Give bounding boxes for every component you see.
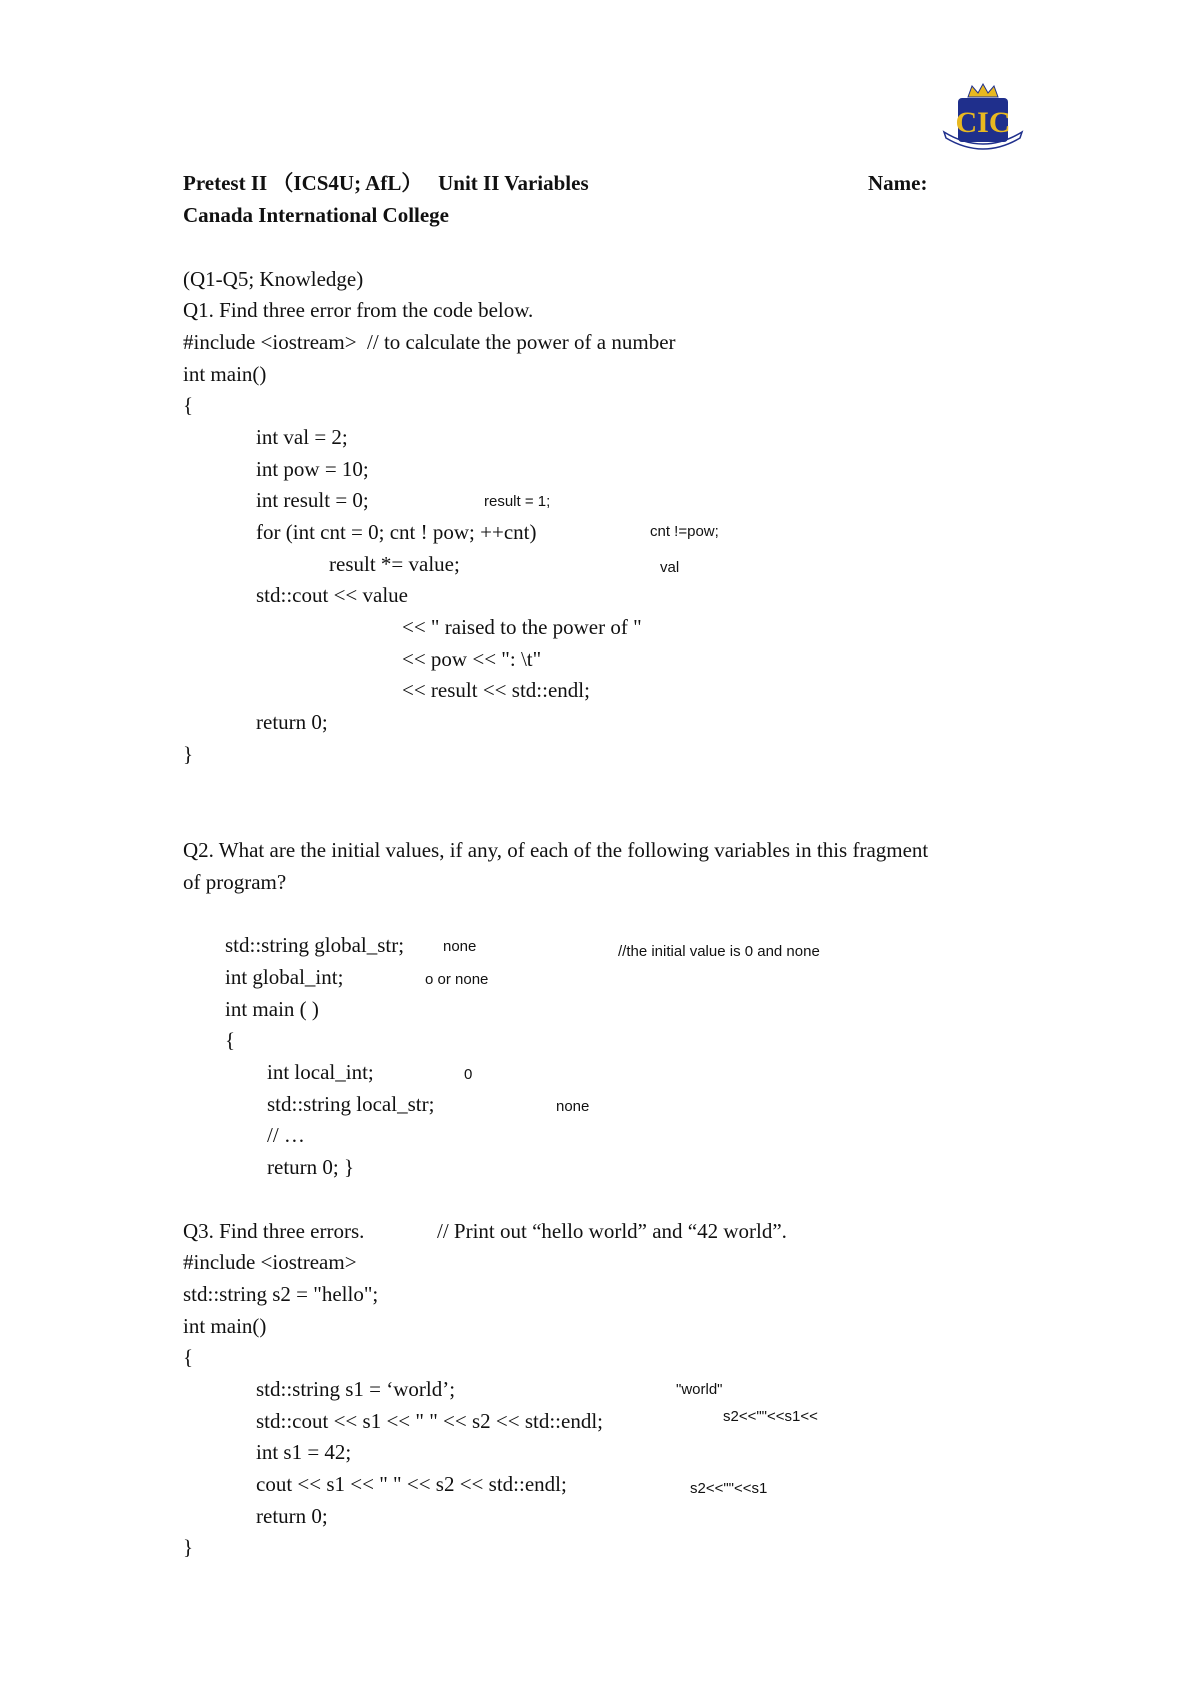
q2-prompt: of program? bbox=[183, 870, 287, 894]
q1-code-line: int pow = 10; bbox=[256, 457, 369, 481]
q2-code-line: int global_int; bbox=[225, 965, 344, 989]
logo-crown-icon bbox=[968, 84, 998, 97]
page-title: Pretest II （ICS4U; AfL） Unit II Variables bbox=[183, 171, 589, 195]
q2-answer: o or none bbox=[425, 971, 489, 988]
q1-code-line: { bbox=[183, 393, 194, 417]
q1-code-line: #include <iostream> // to calculate the power of a number bbox=[183, 330, 676, 354]
q3-code-line: return 0; bbox=[256, 1504, 328, 1528]
q1-answer: cnt !=pow; bbox=[650, 523, 719, 540]
q2-code-line: { bbox=[225, 1028, 236, 1052]
name-label: Name: bbox=[868, 171, 928, 195]
q1-prompt: Q1. Find three error from the code below. bbox=[183, 298, 534, 322]
q1-answer: result = 1; bbox=[484, 493, 551, 510]
q3-code-line: { bbox=[183, 1345, 194, 1369]
q2-code-line: int local_int; bbox=[267, 1060, 374, 1084]
q3-code-line: std::cout << s1 << " " << s2 << std::endl; bbox=[256, 1409, 603, 1433]
q3-code-line: #include <iostream> bbox=[183, 1250, 357, 1274]
logo-letters: CIC bbox=[955, 106, 1011, 139]
q2-answer: none bbox=[443, 938, 477, 955]
q2-code-line: int main ( ) bbox=[225, 997, 319, 1021]
q3-code-line: int main() bbox=[183, 1314, 267, 1338]
q2-answer: //the initial value is 0 and none bbox=[618, 943, 820, 960]
q1-code-line: << " raised to the power of " bbox=[402, 615, 642, 639]
q1-code-line: return 0; bbox=[256, 710, 328, 734]
q2-code-line: std::string global_str; bbox=[225, 933, 405, 957]
q2-code-line: return 0; } bbox=[267, 1155, 355, 1179]
q3-prompt: Q3. Find three errors. bbox=[183, 1219, 365, 1243]
q3-answer: s2<<""<<s1<< bbox=[723, 1408, 818, 1425]
section-label: (Q1-Q5; Knowledge) bbox=[183, 267, 364, 291]
q1-code-line: << pow << ": \t" bbox=[402, 647, 542, 671]
q3-code-line: int s1 = 42; bbox=[256, 1440, 352, 1464]
q2-code-line: std::string local_str; bbox=[267, 1092, 435, 1116]
q3-code-line: std::string s1 = ‘world’; bbox=[256, 1377, 456, 1401]
q1-code-line: int main() bbox=[183, 362, 267, 386]
q2-prompt: Q2. What are the initial values, if any, of each of the following variables in this fragment bbox=[183, 838, 929, 862]
q2-code-line: // … bbox=[267, 1123, 305, 1147]
q3-comment: // Print out “hello world” and “42 world”. bbox=[437, 1219, 787, 1243]
q3-code-line: std::string s2 = "hello"; bbox=[183, 1282, 379, 1306]
q1-code-line: } bbox=[183, 742, 194, 766]
q1-code-line: int val = 2; bbox=[256, 425, 348, 449]
q3-answer: "world" bbox=[676, 1381, 723, 1398]
q3-answer: s2<<""<<s1 bbox=[690, 1480, 768, 1497]
q1-answer: val bbox=[660, 559, 680, 576]
q2-answer: none bbox=[556, 1098, 590, 1115]
college-logo bbox=[940, 80, 1026, 154]
school-name: Canada International College bbox=[183, 203, 450, 227]
q1-code-line: << result << std::endl; bbox=[402, 678, 590, 702]
q1-code-line: int result = 0; bbox=[256, 488, 369, 512]
q3-code-line: } bbox=[183, 1535, 194, 1559]
q3-code-line: cout << s1 << " " << s2 << std::endl; bbox=[256, 1472, 567, 1496]
q1-code-line: for (int cnt = 0; cnt ! pow; ++cnt) bbox=[256, 520, 537, 544]
q1-code-line: result *= value; bbox=[329, 552, 460, 576]
q1-code-line: std::cout << value bbox=[256, 583, 408, 607]
q2-answer: 0 bbox=[464, 1066, 473, 1083]
